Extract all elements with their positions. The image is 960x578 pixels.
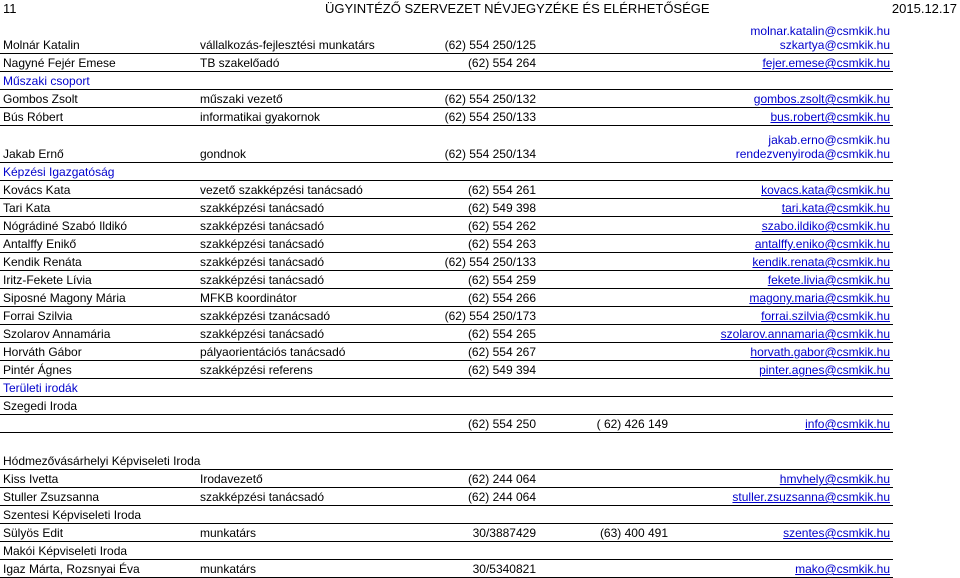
phone-number: (62) 554 263 xyxy=(467,237,536,251)
table-row xyxy=(0,506,893,524)
email-cell xyxy=(736,133,890,161)
email-link[interactable]: szkartya@csmkik.hu xyxy=(779,38,890,52)
email-cell xyxy=(783,526,890,540)
table-row xyxy=(0,17,893,54)
job-title: vállalkozás-fejlesztési munkatárs xyxy=(200,38,375,52)
email-link[interactable]: antalffy.eniko@csmkik.hu xyxy=(754,237,890,251)
email-link[interactable]: tari.kata@csmkik.hu xyxy=(781,201,890,215)
job-title: szakképzési referens xyxy=(200,363,313,377)
office-heading: Hódmezővásárhelyi Képviseleti Iroda xyxy=(3,454,201,468)
job-title: MFKB koordinátor xyxy=(200,291,297,305)
section-heading: Képzési Igazgatóság xyxy=(3,165,115,179)
person-name: Antalffy Enikő xyxy=(3,237,77,251)
phone-number: (62) 554 250/132 xyxy=(444,92,536,106)
job-title: szakképzési tanácsadó xyxy=(200,237,325,251)
person-name: Nógrádiné Szabó Ildikó xyxy=(3,219,128,233)
person-name: Forrai Szilvia xyxy=(3,309,73,323)
email-cell xyxy=(768,273,890,287)
email-link[interactable]: pinter.agnes@csmkik.hu xyxy=(759,363,890,377)
phone-number: (62) 554 264 xyxy=(467,56,536,70)
job-title: szakképzési tanácsadó xyxy=(200,255,325,269)
email-link[interactable]: szabo.ildiko@csmkik.hu xyxy=(761,219,890,233)
page-date: 2015.12.17 xyxy=(891,1,957,16)
person-name: Horváth Gábor xyxy=(3,345,82,359)
phone-number: (62) 554 250/125 xyxy=(444,38,536,52)
job-title: informatikai gyakornok xyxy=(200,110,321,124)
fax-number: ( 62) 426 149 xyxy=(596,417,668,431)
job-title: munkatárs xyxy=(200,562,257,576)
table-row xyxy=(0,470,893,488)
person-name: Siposné Magony Mária xyxy=(3,291,126,305)
table-row xyxy=(0,108,893,126)
email-link[interactable]: stuller.zsuzsanna@csmkik.hu xyxy=(732,490,890,504)
job-title: műszaki vezető xyxy=(200,92,283,106)
email-link[interactable]: bus.robert@csmkik.hu xyxy=(770,110,890,124)
email-cell xyxy=(762,56,890,70)
phone-number: (62) 244 064 xyxy=(467,472,536,486)
email-link[interactable]: jakab.erno@csmkik.hu xyxy=(768,133,890,147)
email-link[interactable]: rendezvenyiroda@csmkik.hu xyxy=(735,147,890,161)
table-row xyxy=(0,379,893,397)
phone-number: 30/5340821 xyxy=(472,562,536,576)
email-cell xyxy=(761,183,890,197)
email-link[interactable]: fekete.livia@csmkik.hu xyxy=(767,273,890,287)
phone-number: (62) 554 266 xyxy=(467,291,536,305)
person-name: Sülyös Edit xyxy=(3,526,64,540)
email-cell xyxy=(732,490,890,504)
email-cell xyxy=(761,309,890,323)
job-title: szakképzési tzanácsadó xyxy=(200,309,331,323)
phone-number: (62) 549 398 xyxy=(467,201,536,215)
table-row xyxy=(0,307,893,325)
person-name: Szolarov Annamária xyxy=(3,327,111,341)
table-row xyxy=(0,253,893,271)
person-name: Kendik Renáta xyxy=(3,255,82,269)
phone-number: (62) 554 259 xyxy=(467,273,536,287)
person-name: Nagyné Fejér Emese xyxy=(3,56,116,70)
table-row xyxy=(0,488,893,506)
page-number: 11 xyxy=(3,1,17,16)
table-row xyxy=(0,126,893,163)
table-row xyxy=(0,181,893,199)
phone-number: 30/3887429 xyxy=(472,526,536,540)
email-cell xyxy=(782,201,890,215)
job-title: szakképzési tanácsadó xyxy=(200,327,325,341)
email-cell xyxy=(755,237,890,251)
email-link[interactable]: gombos.zsolt@csmkik.hu xyxy=(753,92,890,106)
table-row xyxy=(0,415,893,433)
table-row xyxy=(0,560,893,578)
job-title: munkatárs xyxy=(200,526,257,540)
section-heading: Területi irodák xyxy=(3,381,78,395)
email-link[interactable]: mako@csmkik.hu xyxy=(795,562,890,576)
email-cell xyxy=(780,472,890,486)
person-name: Kovács Kata xyxy=(3,183,71,197)
job-title: vezető szakképzési tanácsadó xyxy=(200,183,363,197)
email-cell xyxy=(770,110,890,124)
fax-number: (63) 400 491 xyxy=(599,526,668,540)
table-row xyxy=(0,163,893,181)
table-row xyxy=(0,433,893,470)
person-name: Gombos Zsolt xyxy=(3,92,78,106)
phone-number: (62) 554 250/134 xyxy=(444,147,536,161)
email-cell xyxy=(721,327,890,341)
office-heading: Makói Képviseleti Iroda xyxy=(3,544,128,558)
email-link[interactable]: magony.maria@csmkik.hu xyxy=(749,291,890,305)
job-title: szakképzési tanácsadó xyxy=(200,273,325,287)
email-link[interactable]: forrai.szilvia@csmkik.hu xyxy=(761,309,890,323)
email-cell xyxy=(750,345,890,359)
table-row xyxy=(0,524,893,542)
page-title: ÜGYINTÉZŐ SZERVEZET NÉVJEGYZÉKE ÉS ELÉRHETŐSÉGE xyxy=(325,1,710,16)
email-link[interactable]: fejer.emese@csmkik.hu xyxy=(762,56,890,70)
email-link[interactable]: kendik.renata@csmkik.hu xyxy=(752,255,890,269)
table-row xyxy=(0,542,893,560)
phone-number: (62) 549 394 xyxy=(467,363,536,377)
table-row xyxy=(0,361,893,379)
person-name: Pintér Ágnes xyxy=(3,363,72,377)
job-title: szakképzési tanácsadó xyxy=(200,219,325,233)
person-name: Iritz-Fekete Lívia xyxy=(3,273,92,287)
person-name: Kiss Ivetta xyxy=(3,472,59,486)
page-header xyxy=(0,0,960,17)
table-row xyxy=(0,235,893,253)
office-heading: Szegedi Iroda xyxy=(3,399,78,413)
person-name: Stuller Zsuzsanna xyxy=(3,490,100,504)
email-link[interactable]: kovacs.kata@csmkik.hu xyxy=(761,183,890,197)
email-cell xyxy=(749,291,890,305)
table-row xyxy=(0,289,893,307)
email-link[interactable]: molnar.katalin@csmkik.hu xyxy=(750,24,890,38)
email-cell xyxy=(762,219,890,233)
email-cell xyxy=(750,24,890,52)
person-name: Molnár Katalin xyxy=(3,38,80,52)
phone-number: (62) 554 267 xyxy=(467,345,536,359)
email-link[interactable]: horvath.gabor@csmkik.hu xyxy=(750,345,890,359)
phone-number: (62) 554 250/173 xyxy=(444,309,536,323)
person-name: Bús Róbert xyxy=(3,110,64,124)
email-link[interactable]: hmvhely@csmkik.hu xyxy=(779,472,890,486)
job-title: gondnok xyxy=(200,147,247,161)
person-name: Tari Kata xyxy=(3,201,51,215)
table-row xyxy=(0,72,893,90)
phone-number: (62) 554 262 xyxy=(467,219,536,233)
phone-number: (62) 554 261 xyxy=(467,183,536,197)
table-row xyxy=(0,325,893,343)
table-row xyxy=(0,397,893,415)
email-cell xyxy=(752,255,890,269)
email-cell xyxy=(759,363,890,377)
job-title: TB szakelőadó xyxy=(200,56,280,70)
table-row xyxy=(0,343,893,361)
person-name: Igaz Márta, Rozsnyai Éva xyxy=(3,562,140,576)
office-heading: Szentesi Képviseleti Iroda xyxy=(3,508,142,522)
phone-number: (62) 554 250/133 xyxy=(444,255,536,269)
phone-number: (62) 554 250 xyxy=(467,417,536,431)
email-link[interactable]: info@csmkik.hu xyxy=(805,417,890,431)
phone-number: (62) 554 265 xyxy=(467,327,536,341)
email-cell xyxy=(795,562,890,576)
email-link[interactable]: szolarov.annamaria@csmkik.hu xyxy=(720,327,890,341)
table-row xyxy=(0,90,893,108)
section-heading: Műszaki csoport xyxy=(3,74,90,88)
phone-number: (62) 244 064 xyxy=(467,490,536,504)
email-cell xyxy=(754,92,890,106)
email-cell xyxy=(805,417,890,431)
person-name: Jakab Ernő xyxy=(3,147,64,161)
table-row xyxy=(0,54,893,72)
job-title: szakképzési tanácsadó xyxy=(200,490,325,504)
table-row xyxy=(0,271,893,289)
table-row xyxy=(0,199,893,217)
email-link[interactable]: szentes@csmkik.hu xyxy=(783,526,890,540)
table-row xyxy=(0,217,893,235)
job-title: pályaorientációs tanácsadó xyxy=(200,345,346,359)
phone-number: (62) 554 250/133 xyxy=(444,110,536,124)
job-title: Irodavezető xyxy=(200,472,263,486)
job-title: szakképzési tanácsadó xyxy=(200,201,325,215)
